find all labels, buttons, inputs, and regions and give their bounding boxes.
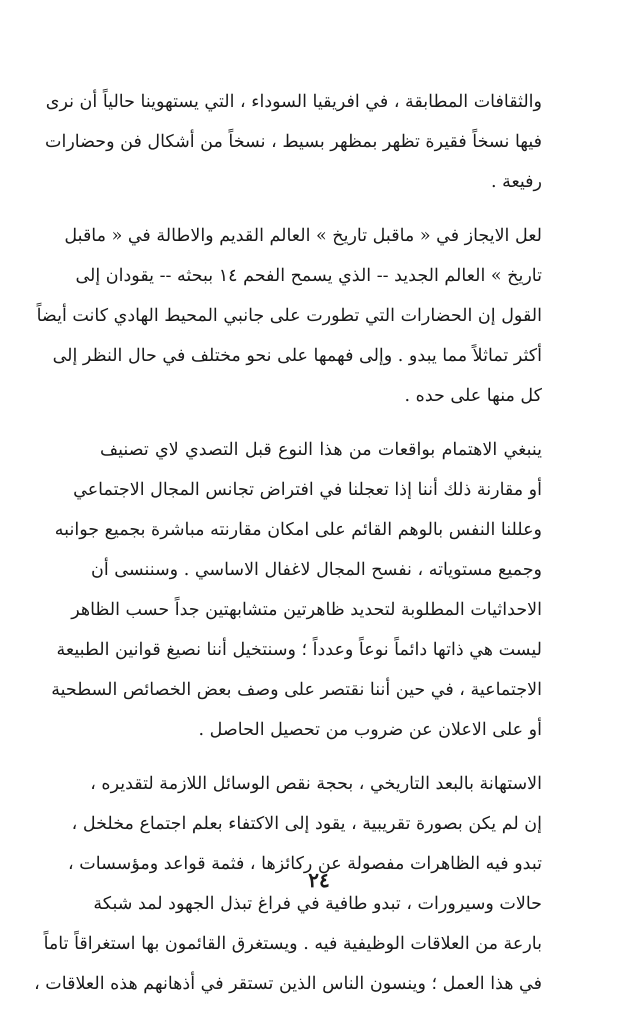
- text-line: القول إن الحضارات التي تطورت على جانبي المحيط الهادي كانت أيضاً: [36, 306, 542, 326]
- text-line: بارعة من العلاقات الوظيفية فيه . ويستغرق القائمون بها استغراقاً تاماً: [43, 934, 542, 954]
- paragraph-2: [36, 216, 542, 416]
- text-line: فيها نسخاً فقيرة تظهر بمظهر بسيط ، نسخاً من أشكال فن وحضارات: [45, 132, 542, 152]
- text-line: تاريخ » العالم الجديد -- الذي يسمح الفحم ١٤ ببحثه -- يقودان إلى: [75, 266, 542, 286]
- text-line: في هذا العمل ؛ وينسون الناس الذين تستقر في أذهانهم هذه العلاقات ،: [34, 974, 542, 994]
- text-line: إن لم يكن بصورة تقريبية ، يقود إلى الاكتفاء بعلم اجتماع مخلخل ،: [71, 814, 542, 834]
- paragraph-3: [51, 430, 542, 750]
- text-line: الاحداثيات المطلوبة لتحديد ظاهرتين متشابهتين جداً حسب الظاهر: [71, 600, 542, 620]
- text-line: الاستهانة بالبعد التاريخي ، بحجة نقص الوسائل اللازمة لتقديره ،: [90, 774, 542, 794]
- text-line: ينبغي الاهتمام بواقعات من هذا النوع قبل التصدي لاي تصنيف: [100, 440, 542, 460]
- text-line: أو على الاعلان عن ضروب من تحصيل الحاصل .: [198, 720, 542, 740]
- text-line: ليست هي ذاتها دائماً نوعاً وعدداً ؛ وسنتخيل أننا نصيغ قوانين الطبيعة: [56, 640, 542, 660]
- text-line: كل منها على حده .: [404, 386, 542, 406]
- text-line: حالات وسيرورات ، تبدو طافية في فراغ تبذل الجهود لمد شبكة: [93, 894, 542, 914]
- page-number: ٢٤: [308, 868, 330, 892]
- text-line: تبدو فيه الظاهرات مفصولة عن ركائزها ، فثمة قواعد ومؤسسات ،: [68, 854, 542, 874]
- paragraph-1: [45, 82, 542, 202]
- text-line: وجميع مستوياته ، نفسح المجال لاغفال الاساسي . وسننسى أن: [90, 560, 542, 580]
- text-line: أو مقارنة ذلك أننا إذا تعجلنا في افتراض تجانس المجال الاجتماعي: [73, 480, 542, 500]
- text-line: والثقافات المطابقة ، في افريقيا السوداء ، التي يستهوينا حالياً أن نرى: [45, 92, 542, 112]
- text-line: أكثر تماثلاً مما يبدو . وإلى فهمها على نحو مختلف في حال النظر إلى: [52, 346, 542, 366]
- text-line: الاجتماعية ، في حين أننا نقتصر على وصف بعض الخصائص السطحية: [51, 680, 542, 700]
- text-line: وعللنا النفس بالوهم القائم على امكان مقارنته مباشرة بجميع جوانبه: [54, 520, 542, 540]
- text-line: رفيعة .: [490, 172, 542, 192]
- text-line: لعل الايجاز في « ماقبل تاريخ » العالم القديم والاطالة في « ماقبل: [64, 226, 542, 246]
